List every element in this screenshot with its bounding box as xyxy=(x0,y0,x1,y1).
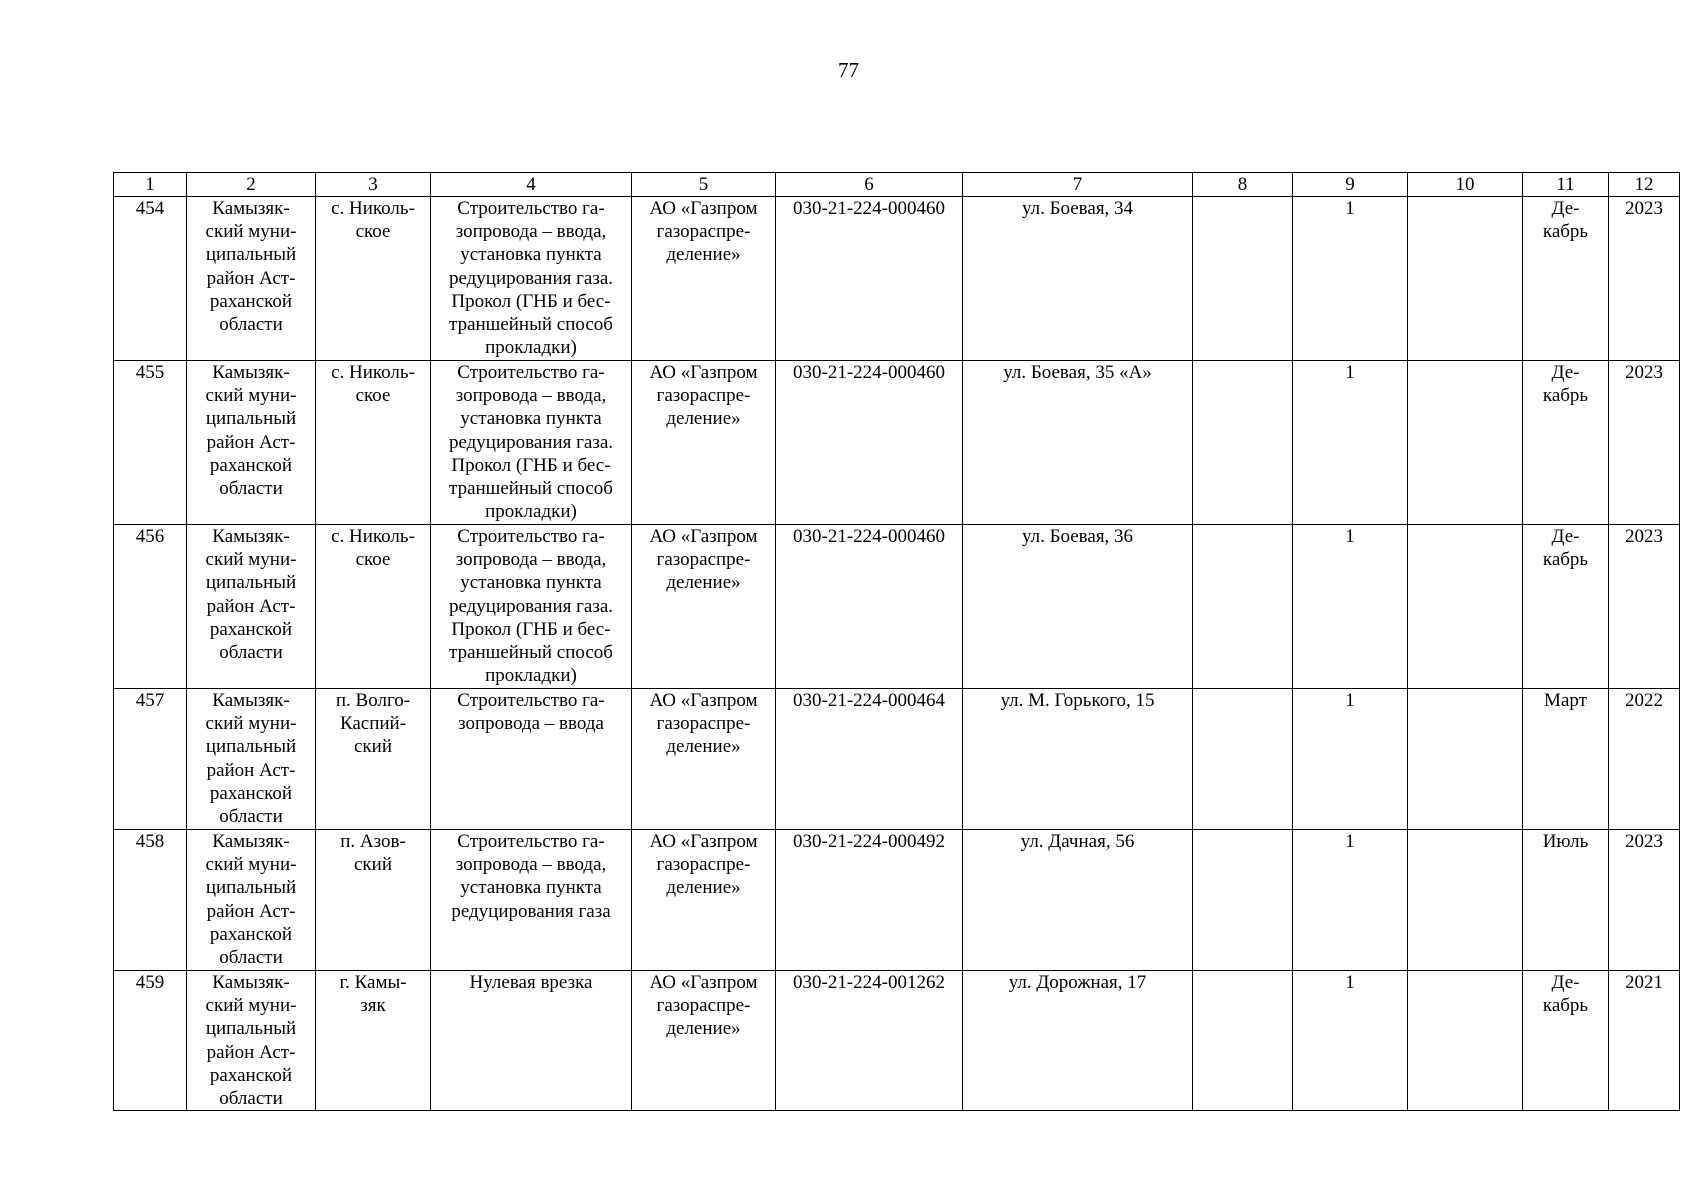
table-row xyxy=(114,971,1680,1111)
settlement-cell: п. Волго- Каспий- ский xyxy=(316,689,431,830)
row-number-cell: 454 xyxy=(114,197,187,361)
quantity-cell: 1 xyxy=(1293,971,1408,1111)
address-cell: ул. Боевая, 34 xyxy=(963,197,1193,361)
column-header-8: 8 xyxy=(1193,173,1293,197)
table-row xyxy=(114,830,1680,971)
month-cell: Июль xyxy=(1523,830,1609,971)
municipality-cell: Камызяк- ский муни- ципальный район Аст- раханской области xyxy=(187,830,316,971)
table-row xyxy=(114,689,1680,830)
address-cell: ул. Дачная, 56 xyxy=(963,830,1193,971)
column-header-3: 3 xyxy=(316,173,431,197)
code-cell: 030-21-224-000492 xyxy=(776,830,963,971)
quantity-cell: 1 xyxy=(1293,689,1408,830)
organization-cell: АО «Газпром газораспре- деление» xyxy=(632,361,776,525)
work-description-cell: Строительство га- зопровода – ввода, установка пункта редуцирования газа. Прокол (ГНБ и бес- траншейный способ прокладки) xyxy=(431,197,632,361)
address-cell: ул. Боевая, 35 «А» xyxy=(963,361,1193,525)
year-cell: 2023 xyxy=(1609,361,1680,525)
municipality-cell: Камызяк- ский муни- ципальный район Аст- раханской области xyxy=(187,197,316,361)
year-cell: 2023 xyxy=(1609,830,1680,971)
column-header-6: 6 xyxy=(776,173,963,197)
organization-cell: АО «Газпром газораспре- деление» xyxy=(632,525,776,689)
work-description-cell: Строительство га- зопровода – ввода, установка пункта редуцирования газа. Прокол (ГНБ и бес- траншейный способ прокладки) xyxy=(431,525,632,689)
row-number-cell: 458 xyxy=(114,830,187,971)
row-number-cell: 457 xyxy=(114,689,187,830)
row-number-cell: 459 xyxy=(114,971,187,1111)
work-description-cell: Строительство га- зопровода – ввода xyxy=(431,689,632,830)
settlement-cell: п. Азов- ский xyxy=(316,830,431,971)
quantity-cell: 1 xyxy=(1293,830,1408,971)
month-cell: Де- кабрь xyxy=(1523,197,1609,361)
code-cell: 030-21-224-000464 xyxy=(776,689,963,830)
column-header-4: 4 xyxy=(431,173,632,197)
organization-cell: АО «Газпром газораспре- деление» xyxy=(632,197,776,361)
municipality-cell: Камызяк- ский муни- ципальный район Аст- раханской области xyxy=(187,689,316,830)
row-number-cell: 455 xyxy=(114,361,187,525)
column-8-cell xyxy=(1193,197,1293,361)
municipality-cell: Камызяк- ский муни- ципальный район Аст- раханской области xyxy=(187,525,316,689)
column-10-cell xyxy=(1408,689,1523,830)
settlement-cell: с. Николь- ское xyxy=(316,525,431,689)
column-10-cell xyxy=(1408,830,1523,971)
column-header-2: 2 xyxy=(187,173,316,197)
quantity-cell: 1 xyxy=(1293,361,1408,525)
year-cell: 2021 xyxy=(1609,971,1680,1111)
organization-cell: АО «Газпром газораспре- деление» xyxy=(632,689,776,830)
table-row xyxy=(114,361,1680,525)
code-cell: 030-21-224-001262 xyxy=(776,971,963,1111)
work-description-cell: Строительство га- зопровода – ввода, установка пункта редуцирования газа xyxy=(431,830,632,971)
year-cell: 2023 xyxy=(1609,197,1680,361)
column-8-cell xyxy=(1193,689,1293,830)
year-cell: 2022 xyxy=(1609,689,1680,830)
column-8-cell xyxy=(1193,361,1293,525)
work-description-cell: Строительство га- зопровода – ввода, установка пункта редуцирования газа. Прокол (ГНБ и бес- траншейный способ прокладки) xyxy=(431,361,632,525)
column-header-1: 1 xyxy=(114,173,187,197)
settlement-cell: с. Николь- ское xyxy=(316,361,431,525)
column-10-cell xyxy=(1408,525,1523,689)
month-cell: Де- кабрь xyxy=(1523,971,1609,1111)
column-8-cell xyxy=(1193,525,1293,689)
column-header-10: 10 xyxy=(1408,173,1523,197)
address-cell: ул. М. Горького, 15 xyxy=(963,689,1193,830)
column-header-9: 9 xyxy=(1293,173,1408,197)
municipality-cell: Камызяк- ский муни- ципальный район Аст- раханской области xyxy=(187,361,316,525)
row-number-cell: 456 xyxy=(114,525,187,689)
column-header-7: 7 xyxy=(963,173,1193,197)
municipality-cell: Камызяк- ский муни- ципальный район Аст- раханской области xyxy=(187,971,316,1111)
quantity-cell: 1 xyxy=(1293,525,1408,689)
header-row xyxy=(114,173,1680,197)
column-10-cell xyxy=(1408,197,1523,361)
page-number: 77 xyxy=(838,58,859,82)
code-cell: 030-21-224-000460 xyxy=(776,361,963,525)
settlement-cell: г. Камы- зяк xyxy=(316,971,431,1111)
address-cell: ул. Дорожная, 17 xyxy=(963,971,1193,1111)
settlement-cell: с. Николь- ское xyxy=(316,197,431,361)
work-description-cell: Нулевая врезка xyxy=(431,971,632,1111)
column-8-cell xyxy=(1193,971,1293,1111)
column-10-cell xyxy=(1408,971,1523,1111)
address-cell: ул. Боевая, 36 xyxy=(963,525,1193,689)
column-header-12: 12 xyxy=(1609,173,1680,197)
month-cell: Март xyxy=(1523,689,1609,830)
year-cell: 2023 xyxy=(1609,525,1680,689)
data-table xyxy=(113,172,1680,1111)
column-header-5: 5 xyxy=(632,173,776,197)
organization-cell: АО «Газпром газораспре- деление» xyxy=(632,830,776,971)
column-10-cell xyxy=(1408,361,1523,525)
table-row xyxy=(114,525,1680,689)
table-row xyxy=(114,197,1680,361)
code-cell: 030-21-224-000460 xyxy=(776,525,963,689)
column-header-11: 11 xyxy=(1523,173,1609,197)
code-cell: 030-21-224-000460 xyxy=(776,197,963,361)
column-8-cell xyxy=(1193,830,1293,971)
quantity-cell: 1 xyxy=(1293,197,1408,361)
organization-cell: АО «Газпром газораспре- деление» xyxy=(632,971,776,1111)
month-cell: Де- кабрь xyxy=(1523,525,1609,689)
month-cell: Де- кабрь xyxy=(1523,361,1609,525)
